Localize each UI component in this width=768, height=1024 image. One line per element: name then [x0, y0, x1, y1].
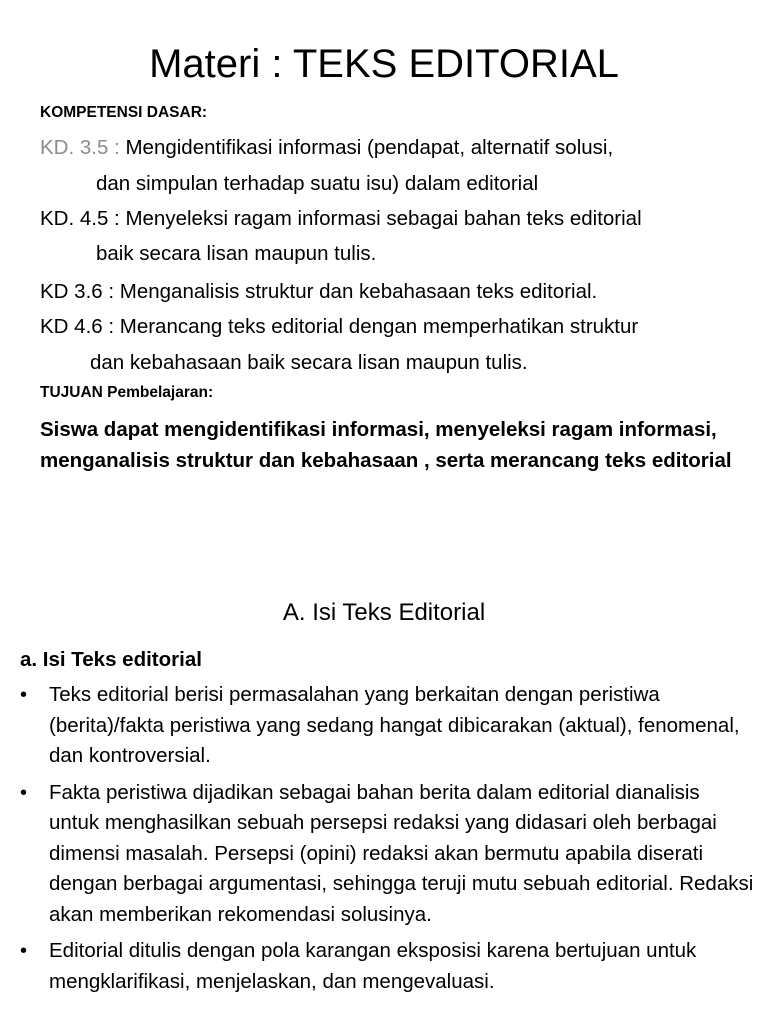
section-title: A. Isi Teks Editorial: [282, 599, 486, 626]
list-item-text: Editorial ditulis dengan pola karangan eksposisi karena bertujuan untuk mengklarifikasi, menjelaskan, dan mengevaluasi.: [49, 939, 697, 993]
tujuan-text: Siswa dapat mengidentifikasi informasi, menyeleksi ragam informasi, menganalisis struktur dan kebahasaan , serta merancang teks editorial: [40, 418, 732, 472]
kd-4-6-line-1: KD 4.6 : Merancang teks editorial dengan memperhatikan struktur: [40, 315, 639, 338]
tujuan-heading: TUJUAN Pembelajaran:: [40, 384, 214, 401]
bullet-icon: •: [20, 781, 28, 804]
kd-4-5-line-2: baik secara lisan maupun tulis.: [96, 242, 377, 265]
bullet-icon: •: [20, 940, 28, 962]
list-item: [20, 778, 755, 931]
kompetensi-dasar-heading: KOMPETENSI DASAR:: [40, 104, 208, 121]
list-item-text: Fakta peristiwa dijadikan sebagai bahan berita dalam editorial dianalisis untuk menghasilkan sebuah persepsi redaksi yang didasari oleh berbagai dimensi masalah. Persepsi (opini) redaksi akan bermutu apabila diserati dengan berbagai argumentasi, sehingga teruji mutu sebuah editorial. Redaksi akan memberikan rekomendasi solusinya.: [49, 780, 754, 926]
list-item: [20, 936, 755, 997]
list-item: [20, 680, 755, 772]
list-item-text: Teks editorial berisi permasalahan yang berkaitan dengan peristiwa (berita)/fakta peristiwa yang sedang hangat dibicarakan (aktual), fenomenal, dan kontroversial.: [49, 683, 740, 767]
bullet-icon: •: [20, 684, 28, 706]
kd-4-5-line-1: KD. 4.5 : Menyeleksi ragam informasi sebagai bahan teks editorial: [40, 207, 642, 230]
page-title: Materi : TEKS EDITORIAL: [149, 42, 619, 86]
kd-3-5-line-2: dan simpulan terhadap suatu isu) dalam editorial: [96, 172, 539, 195]
bullet-list: [20, 680, 755, 1003]
kd-3-5-prefix: KD. 3.5 :: [40, 136, 120, 159]
sub-section-title: a. Isi Teks editorial: [20, 648, 202, 671]
kd-4-6-line-2: dan kebahasaan baik secara lisan maupun tulis.: [90, 351, 528, 374]
kd-3-5-text: Mengidentifikasi informasi (pendapat, alternatif solusi,: [125, 136, 614, 159]
kd-3-6-line: KD 3.6 : Menganalisis struktur dan kebahasaan teks editorial.: [40, 280, 598, 303]
kd-3-5-line-1: [40, 135, 613, 161]
